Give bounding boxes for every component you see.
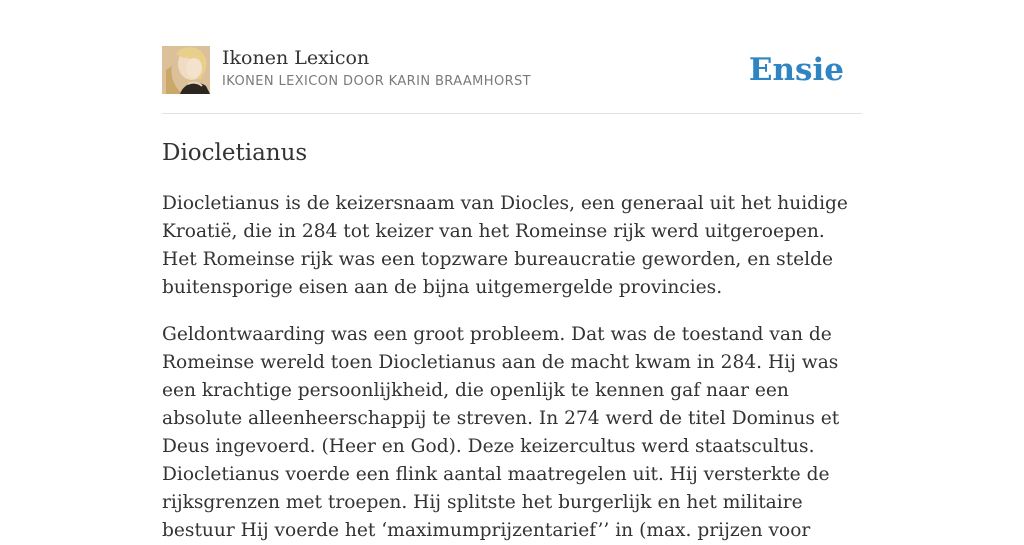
article-paragraph: Geldontwaarding was een groot probleem. Dat was de toestand van de Romeinse wereld toen Diocletianus aan de macht kwam in 284. Hij was een krachtige persoonlijkheid, die openlijk te kennen gaf naar een absolute alleenheerschappij te streven. In 274 werd de titel Dominus et Deus ingevoerd. (Heer en God). Deze keizercultus werd staatscultus. Diocletianus voerde een flink aantal maatregelen uit. Hij versterkte de rijksgrenzen met troepen. Hij splitste het burgerlijk en het militaire bestuur Hij voerde het ‘maximumprijzentarief’’ in (max. prijzen voor <box>162 324 840 541</box>
author-name[interactable]: Ikonen Lexicon <box>222 47 370 69</box>
avatar-image <box>162 46 210 94</box>
avatar[interactable] <box>162 46 210 94</box>
article-paragraph: Diocletianus is de keizersnaam van Diocles, een generaal uit het huidige Kroatië, die in 284 tot keizer van het Romeinse rijk werd uitgeroepen. Het Romeinse rijk was een topzware bureaucratie geworden, en stelde buitensporige eisen aan de bijna uitgemergelde provincies. <box>162 193 848 298</box>
brand-logo[interactable]: Ensie <box>748 52 844 88</box>
content-container <box>162 46 862 541</box>
article-title: Diocletianus <box>162 140 308 166</box>
author-header <box>162 46 862 114</box>
author-subtitle[interactable]: IKONEN LEXICON DOOR KARIN BRAAMHORST <box>222 74 532 89</box>
